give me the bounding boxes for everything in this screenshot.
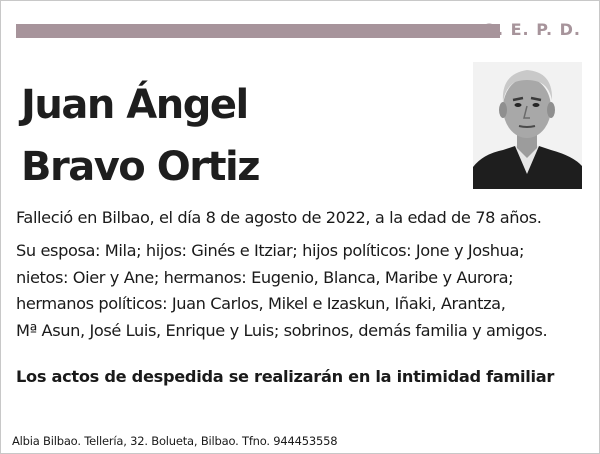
death-notice: Falleció en Bilbao, el día 8 de agosto de 2022, a la edad de 78 años.	[16, 208, 542, 227]
portrait-photo	[473, 62, 582, 189]
family-line: Su esposa: Mila; hijos: Ginés e Itziar; hijos políticos: Jone y Joshua;	[16, 241, 525, 260]
family-line: hermanos políticos: Juan Carlos, Mikel e Izaskun, Iñaki, Arantza,	[16, 294, 506, 313]
qepd-label: Q. E. P. D.	[482, 20, 581, 39]
funeral-home-footer: Albia Bilbao. Tellería, 32. Bolueta, Bilbao. Tfno. 944453558	[12, 434, 338, 448]
deceased-name-last: Bravo Ortiz	[21, 144, 260, 190]
deceased-name-first: Juan Ángel	[21, 82, 248, 128]
header-bar	[16, 24, 500, 38]
family-line: nietos: Oier y Ane; hermanos: Eugenio, Blanca, Maribe y Aurora;	[16, 267, 514, 287]
funeral-notice: Los actos de despedida se realizarán en la intimidad familiar	[16, 367, 555, 386]
family-line: Mª Asun, José Luis, Enrique y Luis; sobrinos, demás familia y amigos.	[16, 320, 548, 340]
family-paragraph	[16, 238, 586, 344]
